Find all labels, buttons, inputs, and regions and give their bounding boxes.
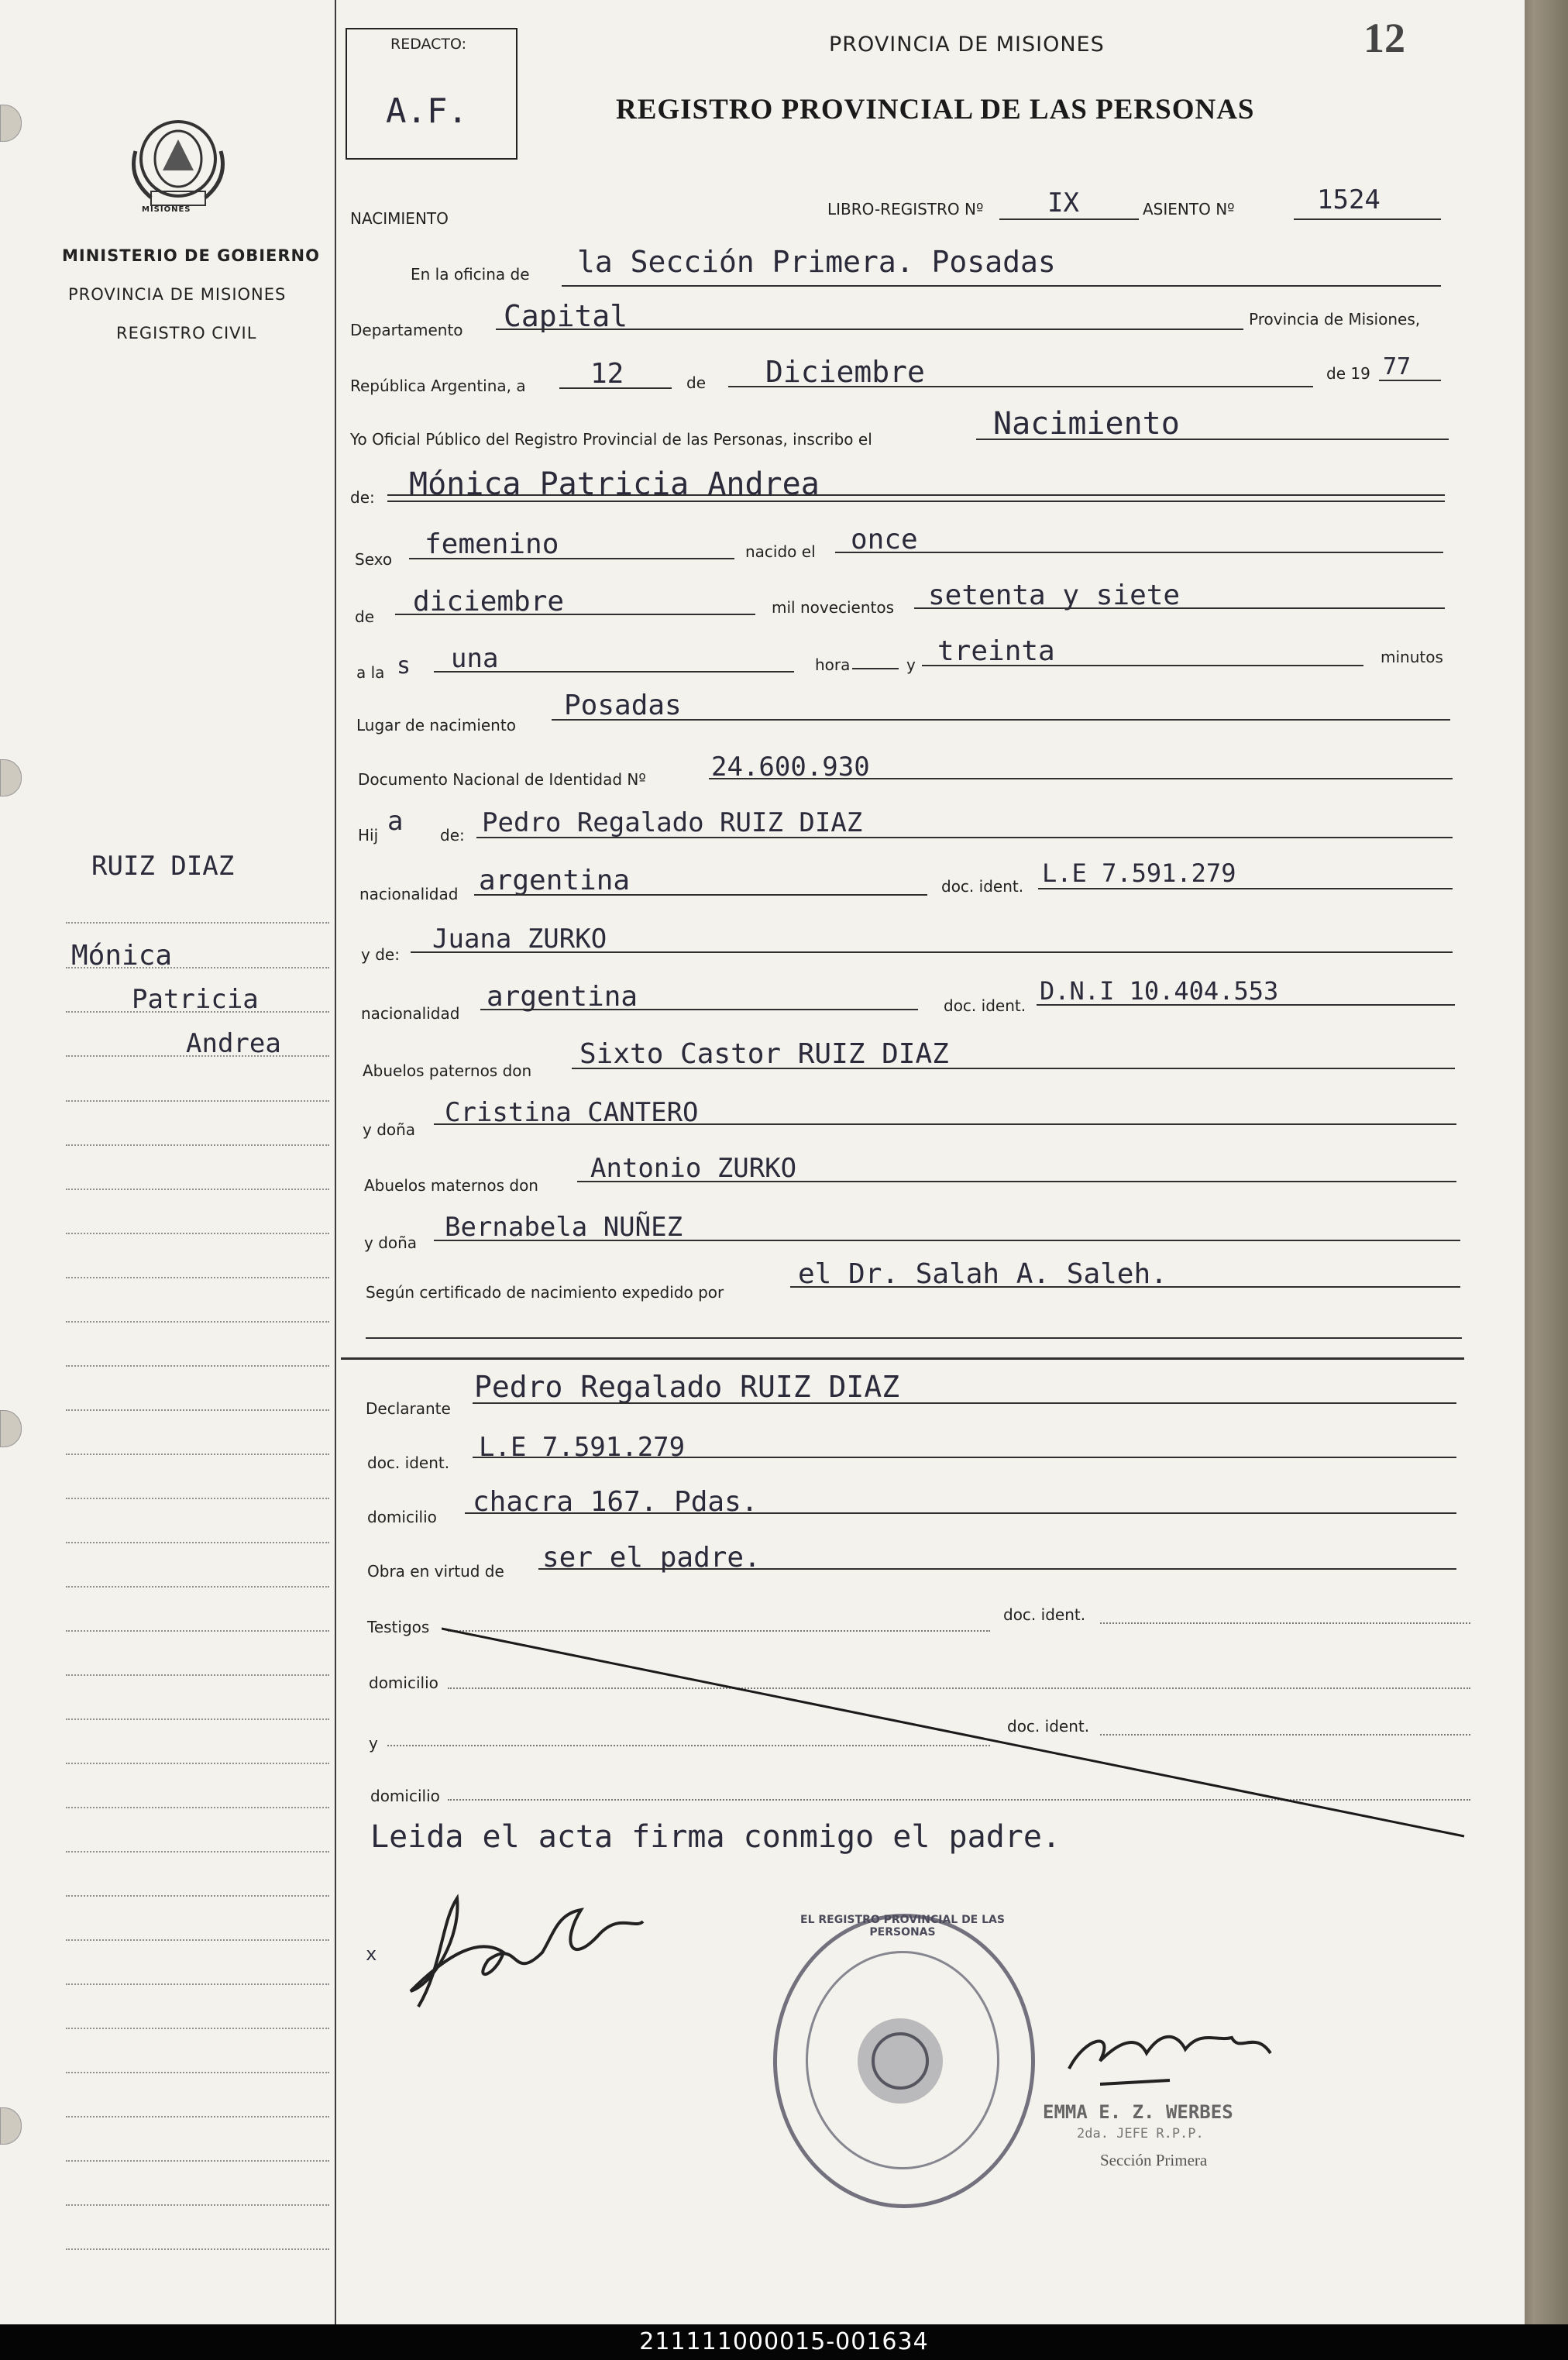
- testigo2-label: y: [369, 1734, 378, 1753]
- fill-line: [434, 1123, 1456, 1125]
- margin-rule: [66, 1895, 329, 1897]
- margin-rule: [66, 2028, 329, 2029]
- fill-line: [1379, 380, 1441, 381]
- abuela-paterna-label: y doña: [363, 1120, 416, 1139]
- nombre-value: Mónica Patricia Andrea: [409, 466, 820, 502]
- asiento-label: ASIENTO Nº: [1143, 200, 1235, 218]
- madre-nac-label: nacionalidad: [361, 1004, 460, 1023]
- testigo2-domicilio-label: domicilio: [370, 1787, 440, 1805]
- declarant-signature: [387, 1867, 666, 2022]
- margin-rule: [66, 1718, 329, 1720]
- abuela-materna-label: y doña: [364, 1233, 418, 1252]
- departamento-value: Capital: [504, 299, 628, 333]
- mes-nac-value: diciembre: [413, 586, 565, 618]
- certificado-value: el Dr. Salah A. Saleh.: [798, 1258, 1167, 1290]
- padre-nac-value: argentina: [479, 865, 631, 896]
- fill-line: [473, 1402, 1456, 1404]
- obra-value: ser el padre.: [542, 1542, 761, 1574]
- page-number: 12: [1363, 15, 1405, 61]
- de2-label: de: [355, 607, 374, 626]
- fill-line: [999, 218, 1139, 220]
- margin-rule: [66, 1674, 329, 1676]
- lugar-value: Posadas: [564, 690, 682, 721]
- inscribo-value: Nacimiento: [993, 406, 1180, 442]
- dia-value: 12: [590, 358, 624, 390]
- fill-line: [465, 1512, 1456, 1514]
- madre-label: y de:: [361, 945, 400, 964]
- declarante-doc-label: doc. ident.: [367, 1453, 450, 1472]
- fill-line: [922, 665, 1363, 666]
- redacto-box: [346, 28, 518, 160]
- dni-label: Documento Nacional de Identidad Nº: [358, 770, 646, 789]
- padre-doc-value: L.E 7.591.279: [1042, 858, 1236, 888]
- fill-line: [728, 386, 1313, 387]
- fill-line: [852, 668, 899, 669]
- padre-doc-label: doc. ident.: [941, 877, 1024, 896]
- section-divider: [341, 1357, 1464, 1360]
- inscribo-label: Yo Oficial Público del Registro Provincial de las Personas, inscribo el: [350, 430, 872, 449]
- testigo1-domicilio-label: domicilio: [369, 1674, 438, 1692]
- margin-rule: [66, 1542, 329, 1543]
- margin-rule: [66, 2248, 329, 2250]
- fill-line: [552, 719, 1450, 721]
- margin-rule: [66, 922, 329, 924]
- mil-label: mil novecientos: [772, 598, 895, 617]
- dni-value: 24.600.930: [711, 752, 870, 783]
- lugar-label: Lugar de nacimiento: [356, 716, 516, 734]
- anio-value: 77: [1383, 353, 1412, 380]
- fill-line: [914, 607, 1445, 609]
- madre-value: Juana ZURKO: [432, 924, 607, 955]
- margin-rule: [66, 1321, 329, 1323]
- fill-line: [790, 1286, 1460, 1288]
- margin-given-name-3: Andrea: [186, 1028, 281, 1059]
- margin-rule: [66, 1189, 329, 1190]
- domicilio-value: chacra 167. Pdas.: [473, 1486, 758, 1518]
- ministry-heading: MINISTERIO DE GOBIERNO: [62, 246, 320, 265]
- margin-rule: [66, 2072, 329, 2073]
- fill-line: [409, 558, 734, 559]
- margin-rule: [66, 1851, 329, 1853]
- fill-line: [473, 1457, 1456, 1458]
- margin-rule: [66, 1983, 329, 1985]
- margin-rule: [66, 1763, 329, 1764]
- scan-id-footer: 211111000015-001634: [0, 2324, 1568, 2360]
- header-province: PROVINCIA DE MISIONES: [829, 33, 1105, 57]
- oficina-label: En la oficina de: [411, 265, 530, 284]
- abuelo-paterno-value: Sixto Castor RUIZ DIAZ: [579, 1038, 949, 1070]
- closing-statement: Leida el acta firma conmigo el padre.: [370, 1819, 1061, 1855]
- sexo-value: femenino: [425, 528, 559, 560]
- binding-hole: [0, 759, 22, 796]
- fill-line: [538, 1568, 1456, 1570]
- asiento-value: 1524: [1317, 184, 1381, 215]
- margin-rule: [66, 1586, 329, 1588]
- binding-hole: [0, 2107, 22, 2145]
- fill-line: [1294, 218, 1441, 220]
- nacido-label: nacido el: [745, 542, 816, 561]
- obra-label: Obra en virtud de: [367, 1562, 504, 1581]
- hora-label: hora: [815, 655, 851, 674]
- fill-line: [577, 1181, 1456, 1182]
- margin-rule: [66, 1277, 329, 1278]
- hija-mark: a: [387, 806, 404, 837]
- margin-province: PROVINCIA DE MISIONES: [68, 285, 287, 304]
- de-label: de: [686, 373, 706, 392]
- margin-given-name-1: Mónica: [71, 940, 173, 972]
- alas-label: a la: [356, 663, 385, 682]
- redacto-label: REDACTO:: [390, 36, 467, 53]
- libro-value: IX: [1047, 187, 1079, 218]
- margin-registry: REGISTRO CIVIL: [116, 324, 257, 342]
- oficina-value: la Sección Primera. Posadas: [577, 245, 1056, 279]
- minutos-value: treinta: [937, 635, 1055, 667]
- madre-doc-value: D.N.I 10.404.553: [1040, 976, 1279, 1006]
- provincia-suffix: Provincia de Misiones,: [1249, 310, 1421, 329]
- fill-line: [709, 778, 1453, 779]
- anio-label: de 19: [1326, 364, 1370, 383]
- libro-label: LIBRO-REGISTRO Nº: [827, 200, 984, 218]
- y-label: y: [906, 655, 916, 674]
- abuelo-materno-value: Antonio ZURKO: [590, 1153, 797, 1184]
- declarante-doc-value: L.E 7.591.279: [479, 1432, 686, 1463]
- margin-rule: [66, 1144, 329, 1146]
- republica-label: República Argentina, a: [350, 377, 526, 395]
- binding-hole: [0, 1410, 22, 1447]
- fill-line: [474, 894, 927, 896]
- madre-doc-label: doc. ident.: [944, 996, 1026, 1015]
- fill-line: [434, 671, 794, 673]
- madre-nac-value: argentina: [487, 981, 638, 1013]
- crest-label: MISIONES: [142, 205, 191, 214]
- nombre-label: de:: [350, 488, 375, 507]
- fill-line: [387, 501, 1445, 502]
- sexo-label: Sexo: [355, 550, 393, 569]
- abuela-materna-value: Bernabela NUÑEZ: [445, 1212, 683, 1243]
- margin-rule: [66, 2204, 329, 2206]
- page-title: REGISTRO PROVINCIAL DE LAS PERSONAS: [616, 94, 1255, 126]
- binding-hole: [0, 105, 22, 142]
- hija-de-label: de:: [440, 826, 465, 845]
- margin-rule: [66, 1365, 329, 1367]
- alas-mark: s: [397, 652, 411, 679]
- margin-rule: [66, 1630, 329, 1632]
- fill-line: [411, 951, 1453, 953]
- fill-line: [387, 494, 1445, 496]
- margin-rule: [66, 1409, 329, 1411]
- fill-line: [366, 1337, 1462, 1339]
- fill-line: [476, 837, 1453, 838]
- fill-line: [1037, 1004, 1455, 1006]
- fill-line: [562, 285, 1441, 287]
- signature-mark: x: [366, 1943, 377, 1965]
- cancel-stroke: [442, 1619, 1472, 1844]
- testigos-label: Testigos: [367, 1618, 430, 1636]
- testigo1-doc-label: doc. ident.: [1003, 1605, 1086, 1624]
- margin-rule: [66, 1807, 329, 1808]
- redacto-value: A.F.: [386, 91, 468, 131]
- seal-crest-icon: [838, 1999, 962, 2123]
- margin-rule: [66, 2116, 329, 2117]
- certificado-label: Según certificado de nacimiento expedido por: [366, 1283, 724, 1302]
- anio-nac-value: setenta y siete: [928, 580, 1181, 611]
- fill-line: [395, 614, 755, 615]
- mes-value: Diciembre: [765, 355, 925, 389]
- padre-nac-label: nacionalidad: [359, 885, 459, 903]
- testigo2-doc-label: doc. ident.: [1007, 1717, 1090, 1736]
- margin-divider: [335, 0, 336, 2324]
- seal-inscription: EL REGISTRO PROVINCIAL DE LAS PERSONAS: [800, 1914, 1005, 1939]
- minutos-label: minutos: [1381, 648, 1443, 666]
- official-title: 2da. JEFE R.P.P.: [1077, 2126, 1204, 2142]
- margin-given-name-2: Patricia: [132, 984, 259, 1015]
- abuelos-maternos-label: Abuelos maternos don: [364, 1176, 538, 1195]
- hora-value: una: [451, 643, 499, 674]
- margin-rule: [66, 1100, 329, 1102]
- record-type-label: NACIMIENTO: [350, 209, 449, 228]
- declarante-label: Declarante: [366, 1399, 451, 1418]
- margin-rule: [66, 1233, 329, 1234]
- fill-line: [434, 1240, 1460, 1241]
- margin-surname: RUIZ DIAZ: [91, 851, 235, 882]
- nacido-value: once: [851, 524, 918, 556]
- margin-rule: [66, 2160, 329, 2162]
- domicilio-label: domicilio: [367, 1508, 437, 1526]
- hija-label: Hij: [358, 826, 379, 845]
- official-name: EMMA E. Z. WERBES: [1043, 2101, 1233, 2123]
- departamento-label: Departamento: [350, 321, 463, 339]
- abuela-paterna-value: Cristina CANTERO: [445, 1097, 699, 1128]
- fill-line: [976, 439, 1449, 440]
- padre-value: Pedro Regalado RUIZ DIAZ: [482, 807, 863, 838]
- fill-line: [559, 387, 672, 389]
- fill-line: [496, 329, 1243, 330]
- abuelos-paternos-label: Abuelos paternos don: [363, 1061, 532, 1080]
- official-signature: [1054, 2007, 1286, 2100]
- declarante-value: Pedro Regalado RUIZ DIAZ: [474, 1370, 900, 1404]
- official-section: Sección Primera: [1100, 2151, 1208, 2169]
- fill-line: [1038, 888, 1453, 889]
- margin-rule: [66, 1939, 329, 1941]
- fill-line: [572, 1068, 1455, 1069]
- fill-line: [480, 1009, 918, 1010]
- margin-rule: [66, 1498, 329, 1499]
- margin-rule: [66, 1453, 329, 1455]
- provincial-crest-icon: [120, 105, 236, 221]
- fill-line: [835, 552, 1443, 553]
